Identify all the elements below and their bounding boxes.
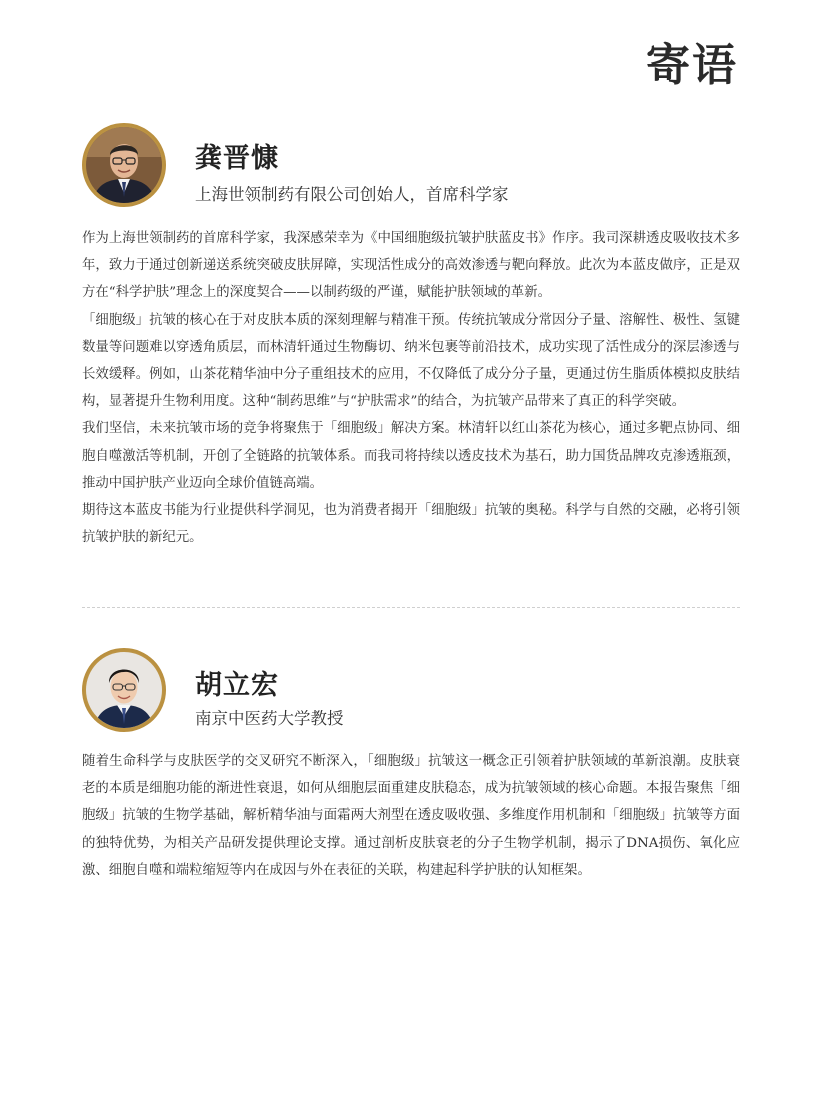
portrait-photo xyxy=(86,127,162,203)
author-name: 胡立宏 xyxy=(195,670,279,701)
author-title: 南京中医药大学教授 xyxy=(195,709,344,728)
paragraph: 我们坚信，未来抗皱市场的竞争将聚焦于「细胞级」解决方案。林清轩以红山茶花为核心，通过多靶点协同、细胞自噬激活等机制，开创了全链路的抗皱体系。而我司将持续以透皮技术为基石，助力国货品牌攻克渗透瓶颈，推动中国护肤产业迈向全球价值链高端。 xyxy=(82,421,740,491)
paragraph: 「细胞级」抗皱的核心在于对皮肤本质的深刻理解与精准干预。传统抗皱成分常因分子量、溶解性、极性、氢键数量等问题难以穿透角质层，而林清轩通过生物酶切、纳米包裹等前沿技术，成功实现了活性成分的深层渗透与长效缓释。例如，山茶花精华油中分子重组技术的应用，不仅降低了成分分子量，更通过仿生脂质体模拟皮肤结构，显著提升生物利用度。这种“制药思维”与“护肤需求”的结合，为抗皱产品带来了真正的科学突破。 xyxy=(82,312,740,410)
paragraph: 作为上海世领制药的首席科学家，我深感荣幸为《中国细胞级抗皱护肤蓝皮书》作序。我司深耕透皮吸收技术多年，致力于通过创新递送系统突破皮肤屏障，实现活性成分的高效渗透与靶向释放。此次为本蓝皮做序，正是双方在“科学护肤”理念上的深度契合——以制药级的严谨，赋能护肤领域的革新。 xyxy=(82,231,740,301)
paragraph: 期待这本蓝皮书能为行业提供科学洞见，也为消费者揭开「细胞级」抗皱的奥秘。科学与自然的交融，必将引领抗皱护肤的新纪元。 xyxy=(82,503,740,546)
page-title: 寄语 xyxy=(646,40,738,91)
avatar-frame xyxy=(82,123,166,207)
avatar-frame xyxy=(82,648,166,732)
avatar xyxy=(86,127,162,203)
foreword-body xyxy=(82,748,740,884)
author-name: 龚晋慷 xyxy=(195,143,279,174)
author-title: 上海世领制药有限公司创始人，首席科学家 xyxy=(195,185,509,204)
portrait-photo xyxy=(86,652,162,728)
paragraph: 随着生命科学与皮肤医学的交叉研究不断深入，「细胞级」抗皱这一概念正引领着护肤领域的革新浪潮。皮肤衰老的本质是细胞功能的渐进性衰退，如何从细胞层面重建皮肤稳态，成为抗皱领域的核心命题。本报告聚焦「细胞级」抗皱的生物学基础，解析精华油与面霜两大剂型在透皮吸收强、多维度作用机制和「细胞级」抗皱等方面的独特优势，为相关产品研发提供理论支撑。通过剖析皮肤衰老的分子生物学机制，揭示了DNA损伤、氧化应激、细胞自噬和端粒缩短等内在成因与外在表征的关联，构建起科学护肤的认知框架。 xyxy=(82,754,740,878)
section-divider xyxy=(82,607,740,608)
foreword-body xyxy=(82,225,740,551)
avatar xyxy=(86,652,162,728)
